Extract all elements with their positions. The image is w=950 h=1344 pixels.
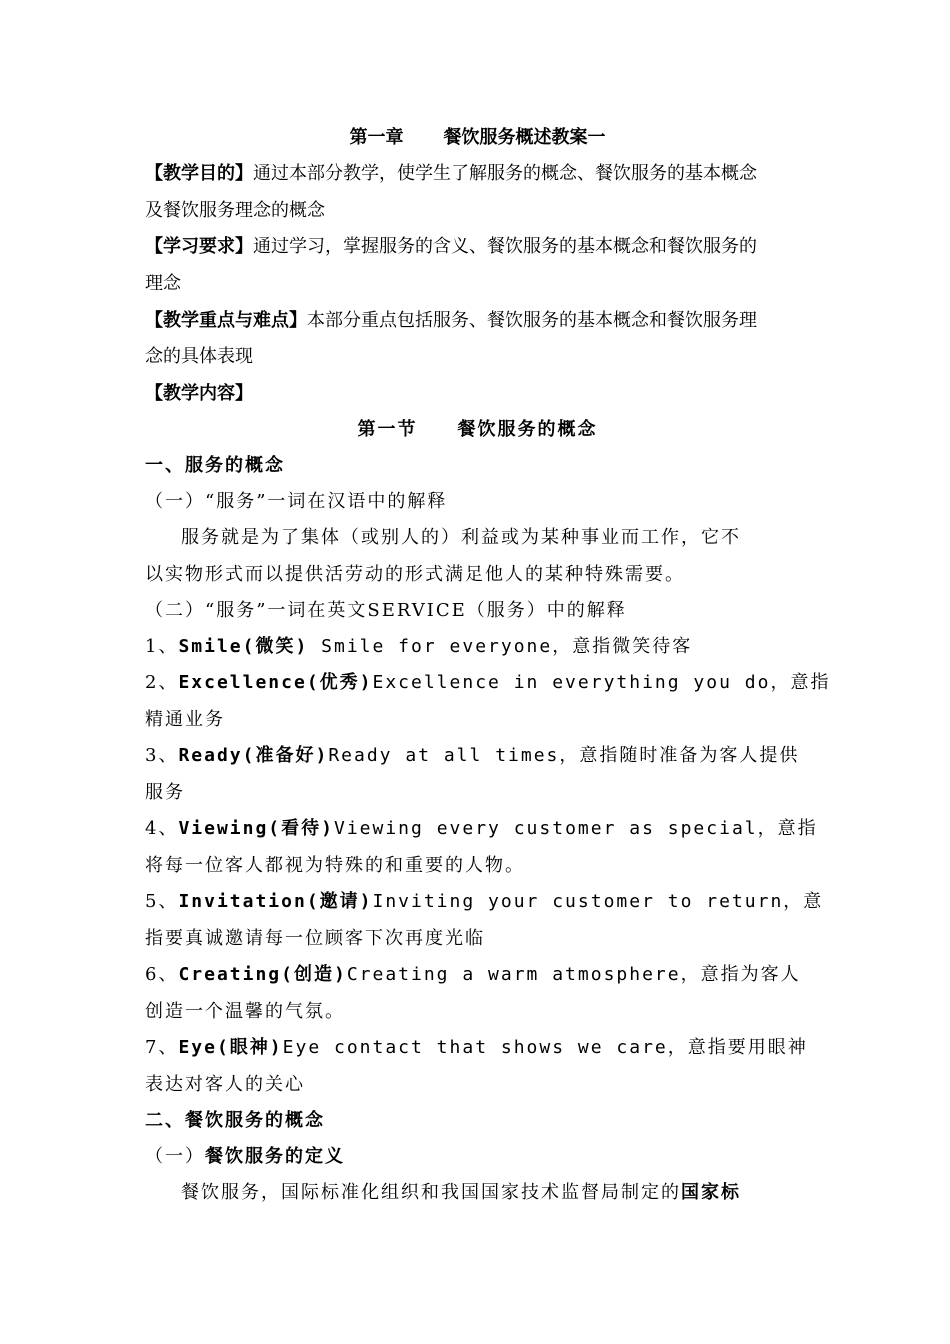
requirement-line-2: 理念 xyxy=(145,273,181,294)
list-item-continuation: 创造一个温馨的气氛。 xyxy=(145,1001,345,1022)
objective-line-2: 及餐饮服务理念的概念 xyxy=(145,200,325,221)
list-item: 2、Excellence(优秀)Excellence in everything you do，意指 xyxy=(145,672,831,693)
list-item: 7、Eye(眼神)Eye contact that shows we care，意指要用眼神 xyxy=(145,1037,808,1058)
list-item: 1、Smile(微笑) Smile for everyone，意指微笑待客 xyxy=(145,636,693,657)
subheading-3: （一）餐饮服务的定义 xyxy=(145,1146,345,1167)
item-keyword: Invitation(邀请) xyxy=(178,891,373,912)
item-keyword: Smile(微笑) xyxy=(178,636,309,657)
heading-2: 二、餐饮服务的概念 xyxy=(145,1110,325,1131)
chapter-title: 餐饮服务概述教案一 xyxy=(443,127,606,148)
objective-text: 通过本部分教学，使学生了解服务的概念、餐饮服务的基本概念 xyxy=(253,163,757,184)
objective-line-1 xyxy=(145,162,810,186)
keypoints-text: 本部分重点包括服务、餐饮服务的基本概念和餐饮服务理 xyxy=(307,310,757,331)
list-item-continuation: 表达对客人的关心 xyxy=(145,1074,305,1095)
chapter-number: 第一章 xyxy=(349,127,404,148)
objective-label: 【教学目的】 xyxy=(145,163,253,184)
item-keyword: Creating(创造) xyxy=(178,964,347,985)
requirement-label: 【学习要求】 xyxy=(145,236,253,257)
list-item-continuation: 指要真诚邀请每一位顾客下次再度光临 xyxy=(145,928,485,949)
item-keyword: Ready(准备好) xyxy=(178,745,329,766)
section-title: 餐饮服务的概念 xyxy=(457,419,598,440)
heading-1: 一、服务的概念 xyxy=(145,455,285,476)
keypoints-line-2: 念的具体表现 xyxy=(145,346,253,367)
list-item: 4、Viewing(看待)Viewing every customer as special，意指 xyxy=(145,818,818,839)
item-keyword: Excellence(优秀) xyxy=(178,672,373,693)
subheading-3-title: 餐饮服务的定义 xyxy=(205,1146,345,1167)
keypoints-label: 【教学重点与难点】 xyxy=(145,310,307,331)
item-keyword: Eye(眼神) xyxy=(178,1037,283,1058)
list-item-continuation: 服务 xyxy=(145,782,185,803)
section-heading xyxy=(145,418,810,442)
keypoints-line-1 xyxy=(145,309,810,333)
list-item-continuation: 精通业务 xyxy=(145,709,225,730)
list-item-continuation: 将每一位客人都视为特殊的和重要的人物。 xyxy=(145,855,525,876)
list-item: 3、Ready(准备好)Ready at all times，意指随时准备为客人提供 xyxy=(145,745,800,766)
content-label: 【教学内容】 xyxy=(145,383,253,404)
item-keyword: Viewing(看待) xyxy=(178,818,334,839)
requirement-text: 通过学习，掌握服务的含义、餐饮服务的基本概念和餐饮服务的 xyxy=(253,236,757,257)
paragraph-1-line-2: 以实物形式而以提供活劳动的形式满足他人的某种特殊需要。 xyxy=(145,564,685,585)
paragraph-2-line-1: 餐饮服务，国际标准化组织和我国国家技术监督局制定的国家标 xyxy=(181,1182,741,1203)
chapter-heading xyxy=(145,126,810,150)
subheading-2: （二）“服务”一词在英文SERVICE（服务）中的解释 xyxy=(145,600,627,621)
section-number: 第一节 xyxy=(357,419,418,440)
requirement-line-1 xyxy=(145,235,810,259)
list-item: 6、Creating(创造)Creating a warm atmosphere，意指为客人 xyxy=(145,964,801,985)
subheading-1: （一）“服务”一词在汉语中的解释 xyxy=(145,491,448,512)
list-item: 5、Invitation(邀请)Inviting your customer to return，意 xyxy=(145,891,824,912)
paragraph-1-line-1: 服务就是为了集体（或别人的）利益或为某种事业而工作，它不 xyxy=(181,527,741,548)
